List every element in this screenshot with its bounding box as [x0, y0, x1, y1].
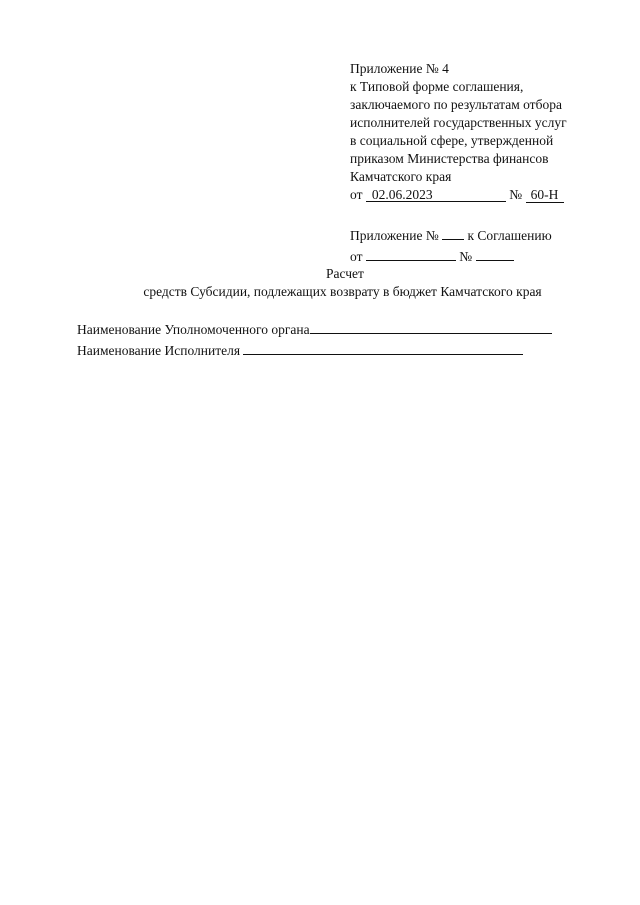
- order-number: 60-Н: [526, 187, 564, 203]
- exec-field-label: Наименование Исполнителя: [77, 343, 241, 358]
- appendix-date-line: [350, 186, 635, 204]
- appendix-line-3: заключаемого по результатам отбора: [350, 97, 562, 112]
- appendix-line-4: исполнителей государственных услуг: [350, 115, 567, 130]
- org-field-blank[interactable]: [310, 318, 552, 334]
- agreement-appendix-label-start: Приложение №: [350, 228, 439, 243]
- document-subtitle: средств Субсидии, подлежащих возврату в бюджет Камчатского края: [143, 284, 542, 299]
- agreement-date-prefix: от: [350, 249, 363, 264]
- order-date: 02.06.2023: [366, 187, 506, 202]
- document-title: Расчет: [326, 266, 364, 281]
- exec-field-row: [77, 339, 552, 360]
- exec-field-blank[interactable]: [243, 339, 523, 355]
- agreement-appendix-number-blank[interactable]: [442, 224, 464, 240]
- appendix-line-7: Камчатского края: [350, 169, 452, 184]
- org-field-label: Наименование Уполномоченного органа: [77, 322, 310, 337]
- agreement-date-blank[interactable]: [366, 245, 456, 261]
- appendix-line-2: к Типовой форме соглашения,: [350, 79, 524, 94]
- agreement-appendix-label-end: к Соглашению: [467, 228, 552, 243]
- agreement-number-prefix: №: [459, 249, 473, 264]
- fields-block: [77, 318, 552, 360]
- date-prefix: от: [350, 187, 363, 202]
- agreement-date-line: [350, 245, 635, 266]
- appendix-line-6: приказом Министерства финансов: [350, 151, 549, 166]
- number-prefix: №: [509, 187, 523, 202]
- appendix-line-5: в социальной сфере, утвержденной: [350, 133, 554, 148]
- appendix-block: [350, 60, 635, 266]
- appendix-line-1: Приложение № 4: [350, 61, 449, 76]
- agreement-appendix-line: [350, 224, 635, 245]
- org-field-row: [77, 318, 552, 339]
- agreement-number-blank[interactable]: [476, 245, 514, 261]
